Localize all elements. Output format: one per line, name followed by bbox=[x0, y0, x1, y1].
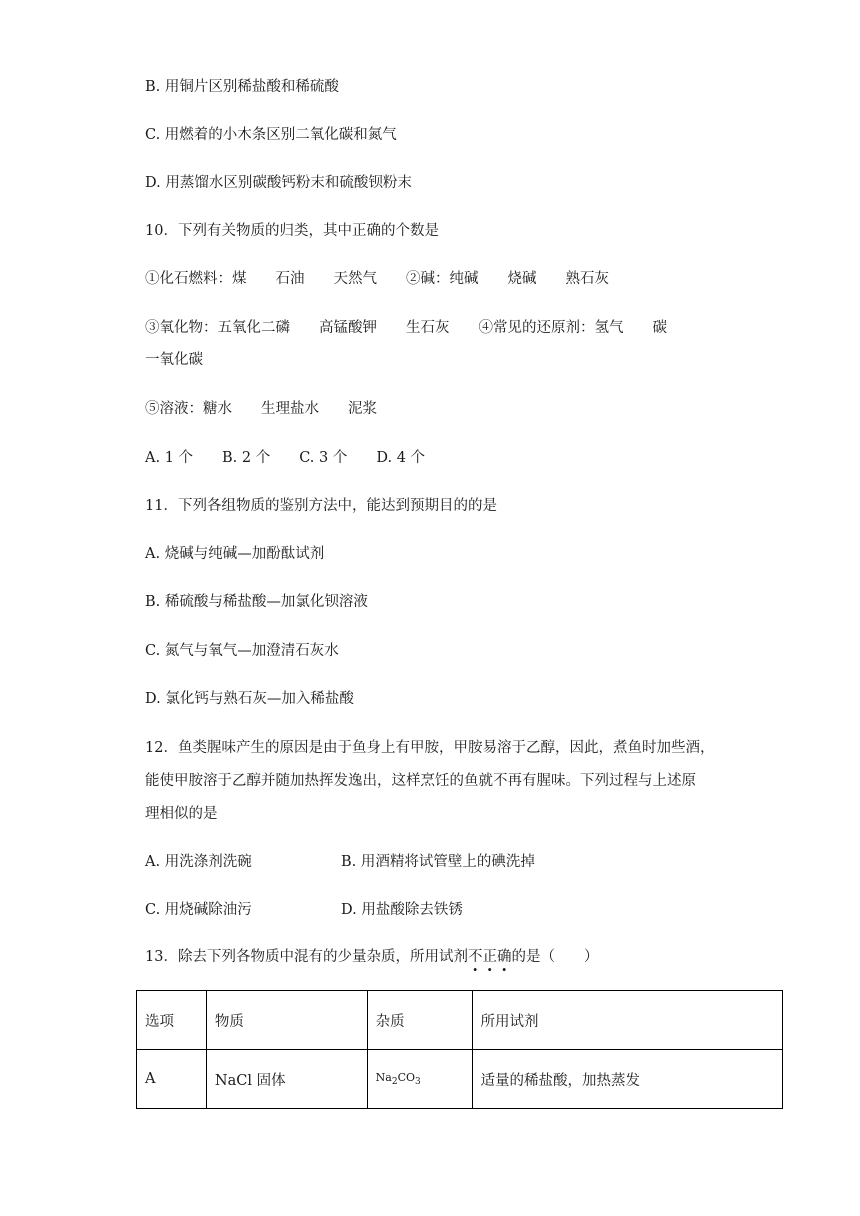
q11-option-a: A. 烧碱与纯碱—加酚酞试剂 bbox=[145, 546, 325, 562]
q12-option-d: D. 用盐酸除去铁锈 bbox=[341, 902, 463, 918]
question-11: 11．下列各组物质的鉴别方法中，能达到预期目的的是 bbox=[145, 498, 497, 514]
formula-part: Na bbox=[375, 1071, 392, 1084]
cell-reagent: 适量的稀盐酸，加热蒸发 bbox=[472, 1050, 782, 1109]
option-d-line: D. 用蒸馏水区别碳酸钙粉末和硫酸钡粉末 bbox=[145, 175, 412, 191]
formula-part: CO bbox=[397, 1071, 415, 1084]
formula-subscript: 2 bbox=[391, 1077, 398, 1087]
impurity-table bbox=[136, 990, 783, 1109]
q13-text-post: 的是（ ） bbox=[511, 949, 599, 965]
q10-item-1-2: ①化石燃料：煤 石油 天然气 ②碱：纯碱 烧碱 熟石灰 bbox=[145, 271, 609, 287]
cell-option: A bbox=[137, 1050, 207, 1109]
question-12-line3: 理相似的是 bbox=[145, 806, 218, 822]
table-header-row bbox=[137, 991, 783, 1050]
question-13 bbox=[145, 947, 598, 967]
emphasis-char: 确 bbox=[496, 949, 512, 965]
q10-item-4-cont: 一氧化碳 bbox=[145, 352, 203, 368]
option-b-line: B. 用铜片区别稀盐酸和稀硫酸 bbox=[145, 79, 339, 95]
formula-subscript: 3 bbox=[415, 1077, 421, 1087]
q12-option-a: A. 用洗涤剂洗碗 bbox=[145, 854, 252, 870]
q11-option-c: C. 氮气与氧气—加澄清石灰水 bbox=[145, 643, 339, 659]
cell-substance: NaCl 固体 bbox=[206, 1050, 367, 1109]
header-option: 选项 bbox=[137, 991, 207, 1050]
option-c-line: C. 用燃着的小木条区别二氧化碳和氮气 bbox=[145, 127, 397, 143]
header-substance: 物质 bbox=[206, 991, 367, 1050]
emphasis-char: 不 bbox=[467, 949, 483, 965]
q11-option-b: B. 稀硫酸与稀盐酸—加氯化钡溶液 bbox=[145, 594, 368, 610]
table-row bbox=[137, 1050, 783, 1109]
q10-item-3-4: ③氧化物：五氧化二磷 高锰酸钾 生石灰 ④常见的还原剂：氢气 碳 bbox=[145, 320, 667, 336]
cell-impurity bbox=[367, 1050, 472, 1109]
q12-option-b: B. 用酒精将试管壁上的碘洗掉 bbox=[341, 854, 535, 870]
q12-option-c: C. 用烧碱除油污 bbox=[145, 902, 252, 918]
emphasis-char: 正 bbox=[482, 949, 497, 965]
question-12-line1: 12．鱼类腥味产生的原因是由于鱼身上有甲胺，甲胺易溶于乙醇，因此，煮鱼时加些酒， bbox=[145, 740, 715, 756]
q10-item-5: ⑤溶液：糖水 生理盐水 泥浆 bbox=[145, 401, 377, 417]
question-10: 10．下列有关物质的归类，其中正确的个数是 bbox=[145, 223, 439, 239]
header-reagent: 所用试剂 bbox=[472, 991, 782, 1050]
question-12-line2: 能使甲胺溶于乙醇并随加热挥发逸出，这样烹饪的鱼就不再有腥味。下列过程与上述原 bbox=[145, 773, 696, 789]
q10-options: A. 1 个 B. 2 个 C. 3 个 D. 4 个 bbox=[145, 450, 426, 466]
q11-option-d: D. 氯化钙与熟石灰—加入稀盐酸 bbox=[145, 691, 354, 707]
header-impurity: 杂质 bbox=[367, 991, 472, 1050]
q13-text-pre: 13．除去下列各物质中混有的少量杂质，所用试剂 bbox=[145, 949, 468, 965]
